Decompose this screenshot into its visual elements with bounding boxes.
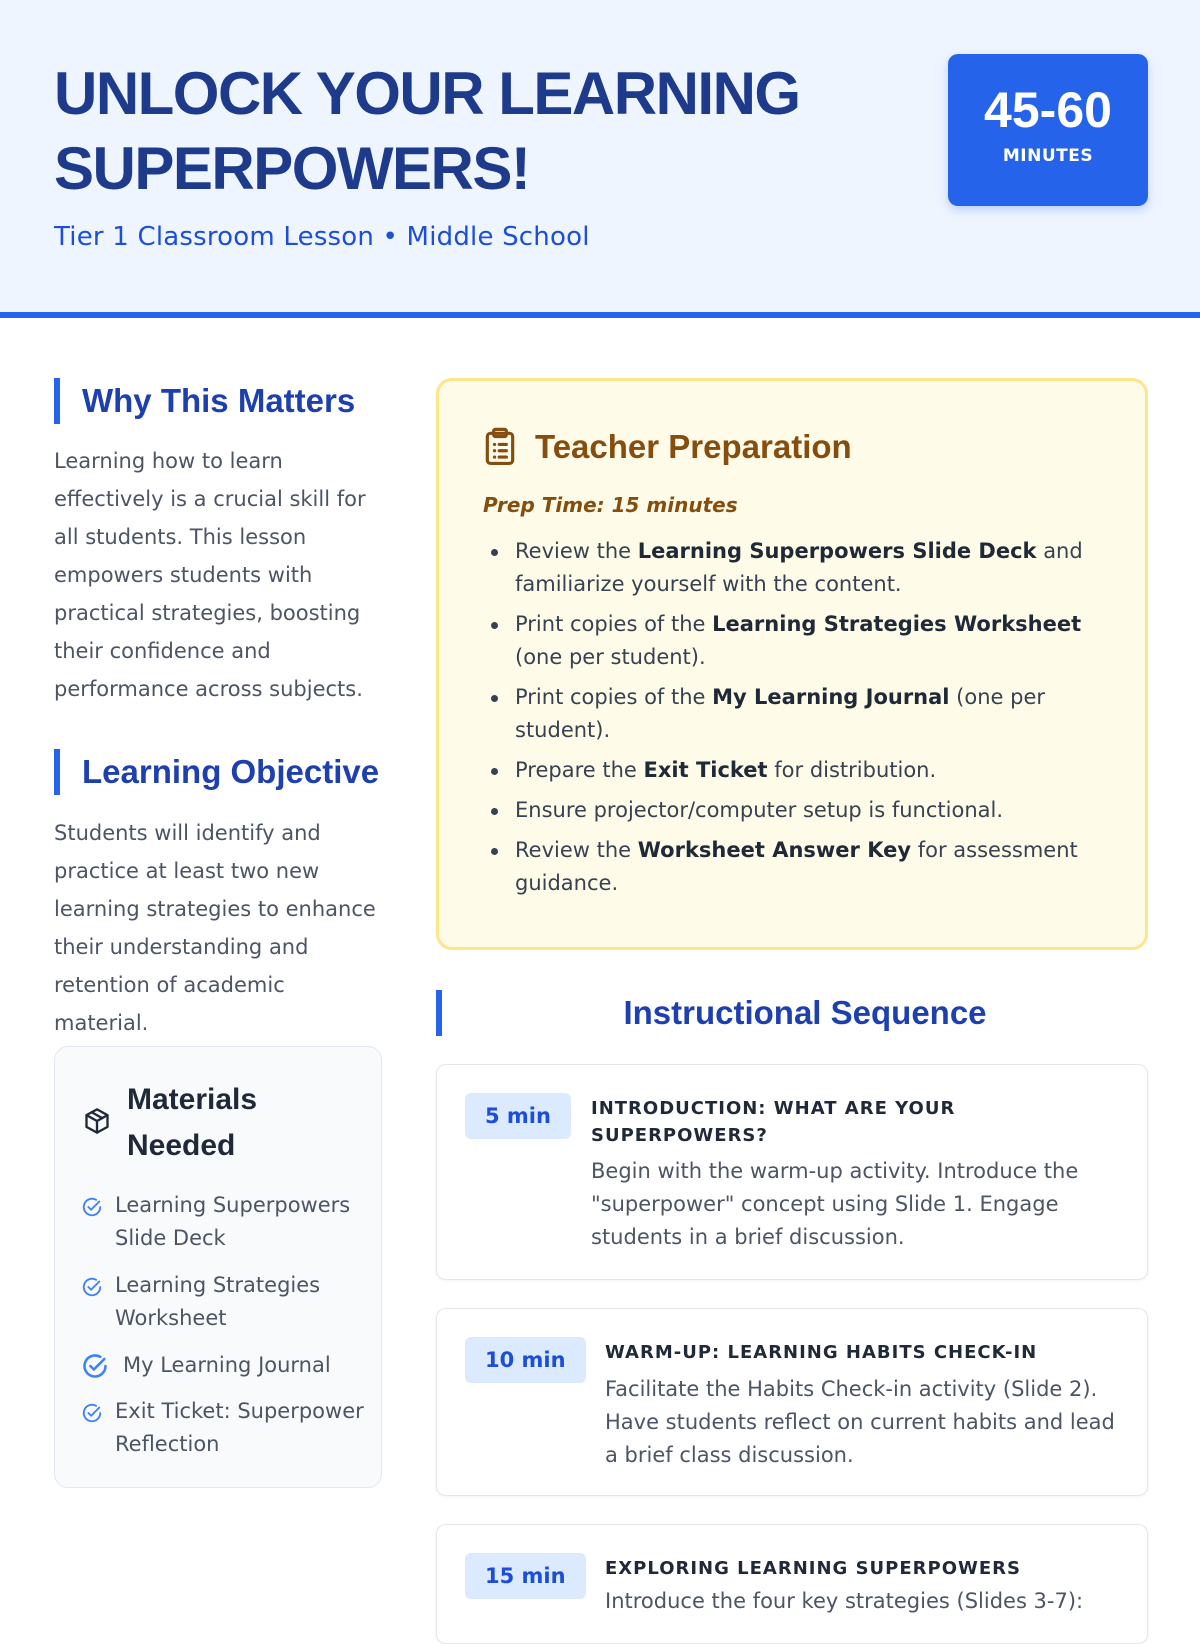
materials-card: [54, 1046, 382, 1488]
step-title: WARM-UP: LEARNING HABITS CHECK-IN: [605, 1342, 1038, 1363]
prep-item: Print copies of the Learning Strategies Worksheet (one per student).: [483, 608, 1113, 674]
prep-time: Prep Time: 15 minutes: [483, 493, 738, 517]
prep-item: Ensure projector/computer setup is functional.: [483, 794, 1113, 827]
prep-item: Review the Learning Superpowers Slide Deck and familiarize yourself with the content.: [483, 535, 1113, 601]
step-description: Introduce the four key strategies (Slides 3-7):: [605, 1589, 1084, 1613]
check-circle-icon: [81, 1402, 103, 1424]
check-circle-icon: [81, 1276, 103, 1298]
sequence-step: [436, 1064, 1148, 1280]
duration-value: 45-60: [984, 82, 1112, 138]
teacher-prep-card: [436, 378, 1148, 950]
material-label: My Learning Journal: [123, 1353, 331, 1377]
prep-item: Print copies of the My Learning Journal (one per student).: [483, 681, 1113, 747]
package-icon: [83, 1107, 111, 1135]
step-duration-badge: 10 min: [465, 1337, 586, 1383]
prep-heading: Teacher Preparation: [535, 428, 852, 465]
step-duration-badge: 15 min: [465, 1553, 586, 1599]
page-title: UNLOCK YOUR LEARNING SUPERPOWERS!: [54, 60, 800, 202]
sequence-heading: Instructional Sequence: [436, 990, 1148, 1036]
material-item: [81, 1349, 371, 1382]
material-label: Exit Ticket: Superpower Reflection: [115, 1399, 364, 1456]
lesson-header: [0, 0, 1200, 318]
material-item: [81, 1395, 371, 1461]
why-text: Learning how to learn effectively is a crucial skill for all students. This lesson empowers students with practical strategies, boosting their confidence and performance across subjects.: [54, 449, 366, 701]
clipboard-icon: [483, 427, 517, 465]
step-duration-badge: 5 min: [465, 1093, 571, 1139]
check-circle-icon: [81, 1352, 109, 1380]
prep-list: [483, 535, 1113, 907]
material-label: Learning Strategies Worksheet: [115, 1273, 321, 1330]
prep-item: Prepare the Exit Ticket for distribution.: [483, 754, 1113, 787]
why-heading: Why This Matters: [54, 378, 355, 424]
step-description: Facilitate the Habits Check-in activity (Slide 2). Have students reflect on current habits and lead a brief class discussion.: [605, 1377, 1115, 1467]
material-item: [81, 1269, 371, 1335]
sequence-step: [436, 1308, 1148, 1496]
objective-heading: Learning Objective: [54, 749, 379, 795]
material-item: [81, 1189, 371, 1255]
step-title: EXPLORING LEARNING SUPERPOWERS: [605, 1558, 1021, 1579]
duration-unit: MINUTES: [1002, 146, 1094, 166]
objective-text: Students will identify and practice at least two new learning strategies to enhance their understanding and retention of academic material.: [54, 821, 376, 1035]
sequence-step: [436, 1524, 1148, 1644]
duration-badge: [948, 54, 1148, 206]
step-title: INTRODUCTION: WHAT ARE YOUR SUPERPOWERS?: [591, 1098, 956, 1146]
step-description: Begin with the warm-up activity. Introduce the "superpower" concept using Slide 1. Engage students in a brief discussion.: [591, 1159, 1079, 1249]
material-label: Learning Superpowers Slide Deck: [115, 1193, 351, 1250]
page-subtitle: Tier 1 Classroom Lesson • Middle School: [54, 222, 590, 252]
check-circle-icon: [81, 1196, 103, 1218]
materials-heading: Materials Needed: [127, 1083, 258, 1162]
prep-item: Review the Worksheet Answer Key for assessment guidance.: [483, 834, 1113, 900]
